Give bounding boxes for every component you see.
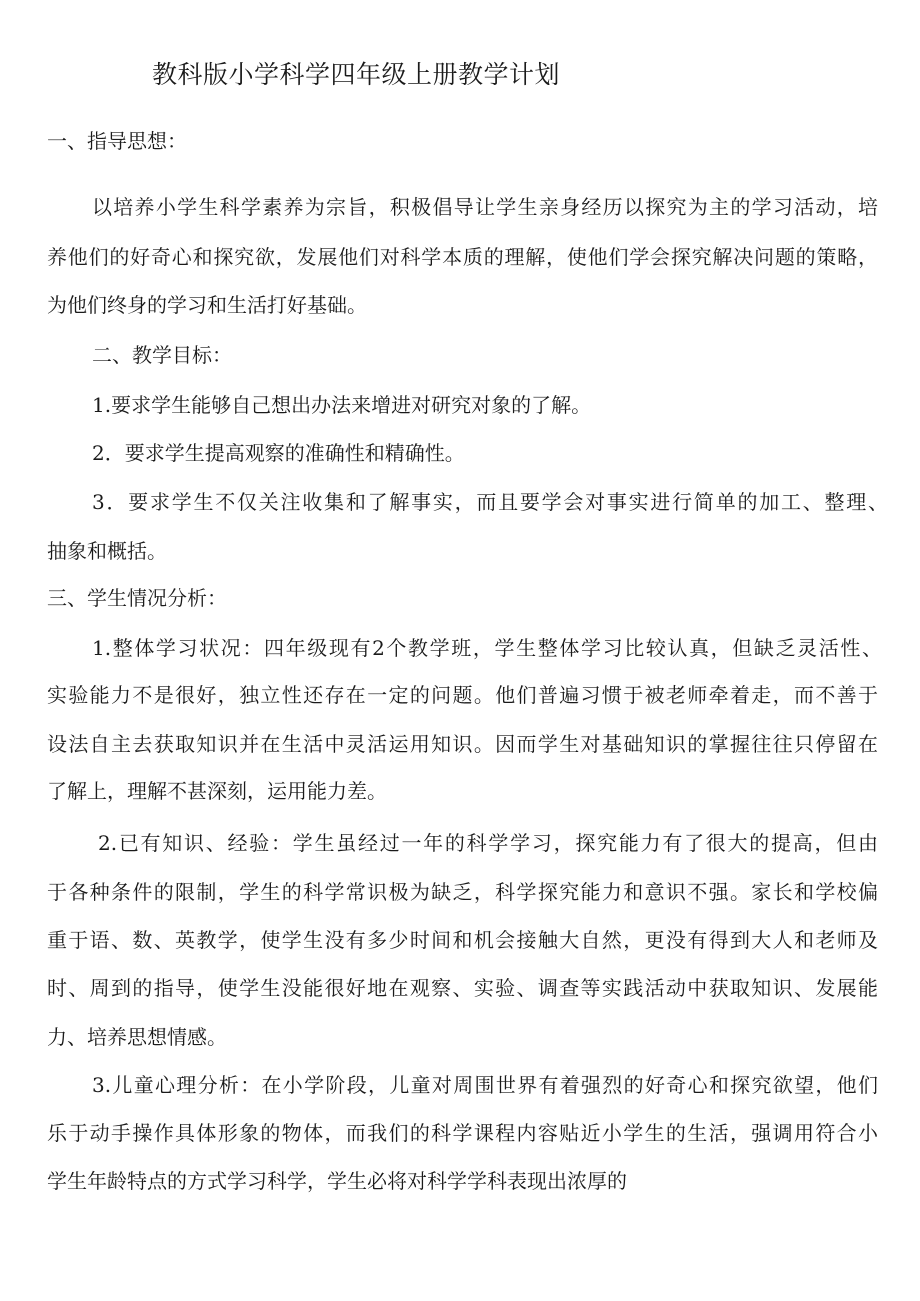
section-heading-guiding-ideology: 一、指导思想： xyxy=(47,129,187,153)
paragraph-line: 2.已有知识、经验：学生虽经过一年的科学学习，探究能力有了很大的提高，但由 xyxy=(98,831,878,855)
paragraph-line: 以培养小学生科学素养为宗旨，积极倡导让学生亲身经历以探究为主的学习活动，培 xyxy=(92,195,878,219)
document-title: 教科版小学科学四年级上册教学计划 xyxy=(152,60,561,89)
section-heading-student-analysis: 三、学生情况分析： xyxy=(47,586,227,610)
paragraph-line: 3.儿童心理分析：在小学阶段，儿童对周围世界有着强烈的好奇心和探究欲望，他们 xyxy=(92,1073,878,1097)
paragraph-line: 养他们的好奇心和探究欲，发展他们对科学本质的理解，使他们学会探究解决问题的策略， xyxy=(47,245,878,269)
paragraph-line: 了解上，理解不甚深刻，运用能力差。 xyxy=(47,779,387,803)
goal-item-3: 3．要求学生不仅关注收集和了解事实，而且要学会对事实进行简单的加工、整理、 xyxy=(92,490,888,514)
section-heading-teaching-goals: 二、教学目标： xyxy=(92,343,232,367)
paragraph-line: 设法自主去获取知识并在生活中灵活运用知识。因而学生对基础知识的掌握往往只停留在 xyxy=(47,732,878,756)
paragraph-line: 1.整体学习状况：四年级现有2个教学班，学生整体学习比较认真，但缺乏灵活性、 xyxy=(92,636,882,660)
paragraph-line: 学生年龄特点的方式学习科学，学生必将对科学学科表现出浓厚的 xyxy=(47,1169,627,1193)
paragraph-line: 时、周到的指导，使学生没能很好地在观察、实验、调查等实践活动中获取知识、发展能 xyxy=(47,976,878,1000)
goal-item-2: 2．要求学生提高观察的准确性和精确性。 xyxy=(92,441,465,465)
paragraph-line: 重于语、数、英教学，使学生没有多少时间和机会接触大自然，更没有得到大人和老师及 xyxy=(47,928,878,952)
paragraph-line: 于各种条件的限制，学生的科学常识极为缺乏，科学探究能力和意识不强。家长和学校偏 xyxy=(47,880,878,904)
paragraph-line: 乐于动手操作具体形象的物体，而我们的科学课程内容贴近小学生的生活，强调用符合小 xyxy=(47,1121,878,1145)
goal-item-3-continued: 抽象和概括。 xyxy=(47,539,167,563)
paragraph-line: 力、培养思想情感。 xyxy=(47,1025,227,1049)
paragraph-line: 为他们终身的学习和生活打好基础。 xyxy=(47,293,367,317)
goal-item-1: 1.要求学生能够自己想出办法来增进对研究对象的了解。 xyxy=(92,393,592,417)
paragraph-line: 实验能力不是很好，独立性还存在一定的问题。他们普遍习惯于被老师牵着走，而不善于 xyxy=(47,683,878,707)
